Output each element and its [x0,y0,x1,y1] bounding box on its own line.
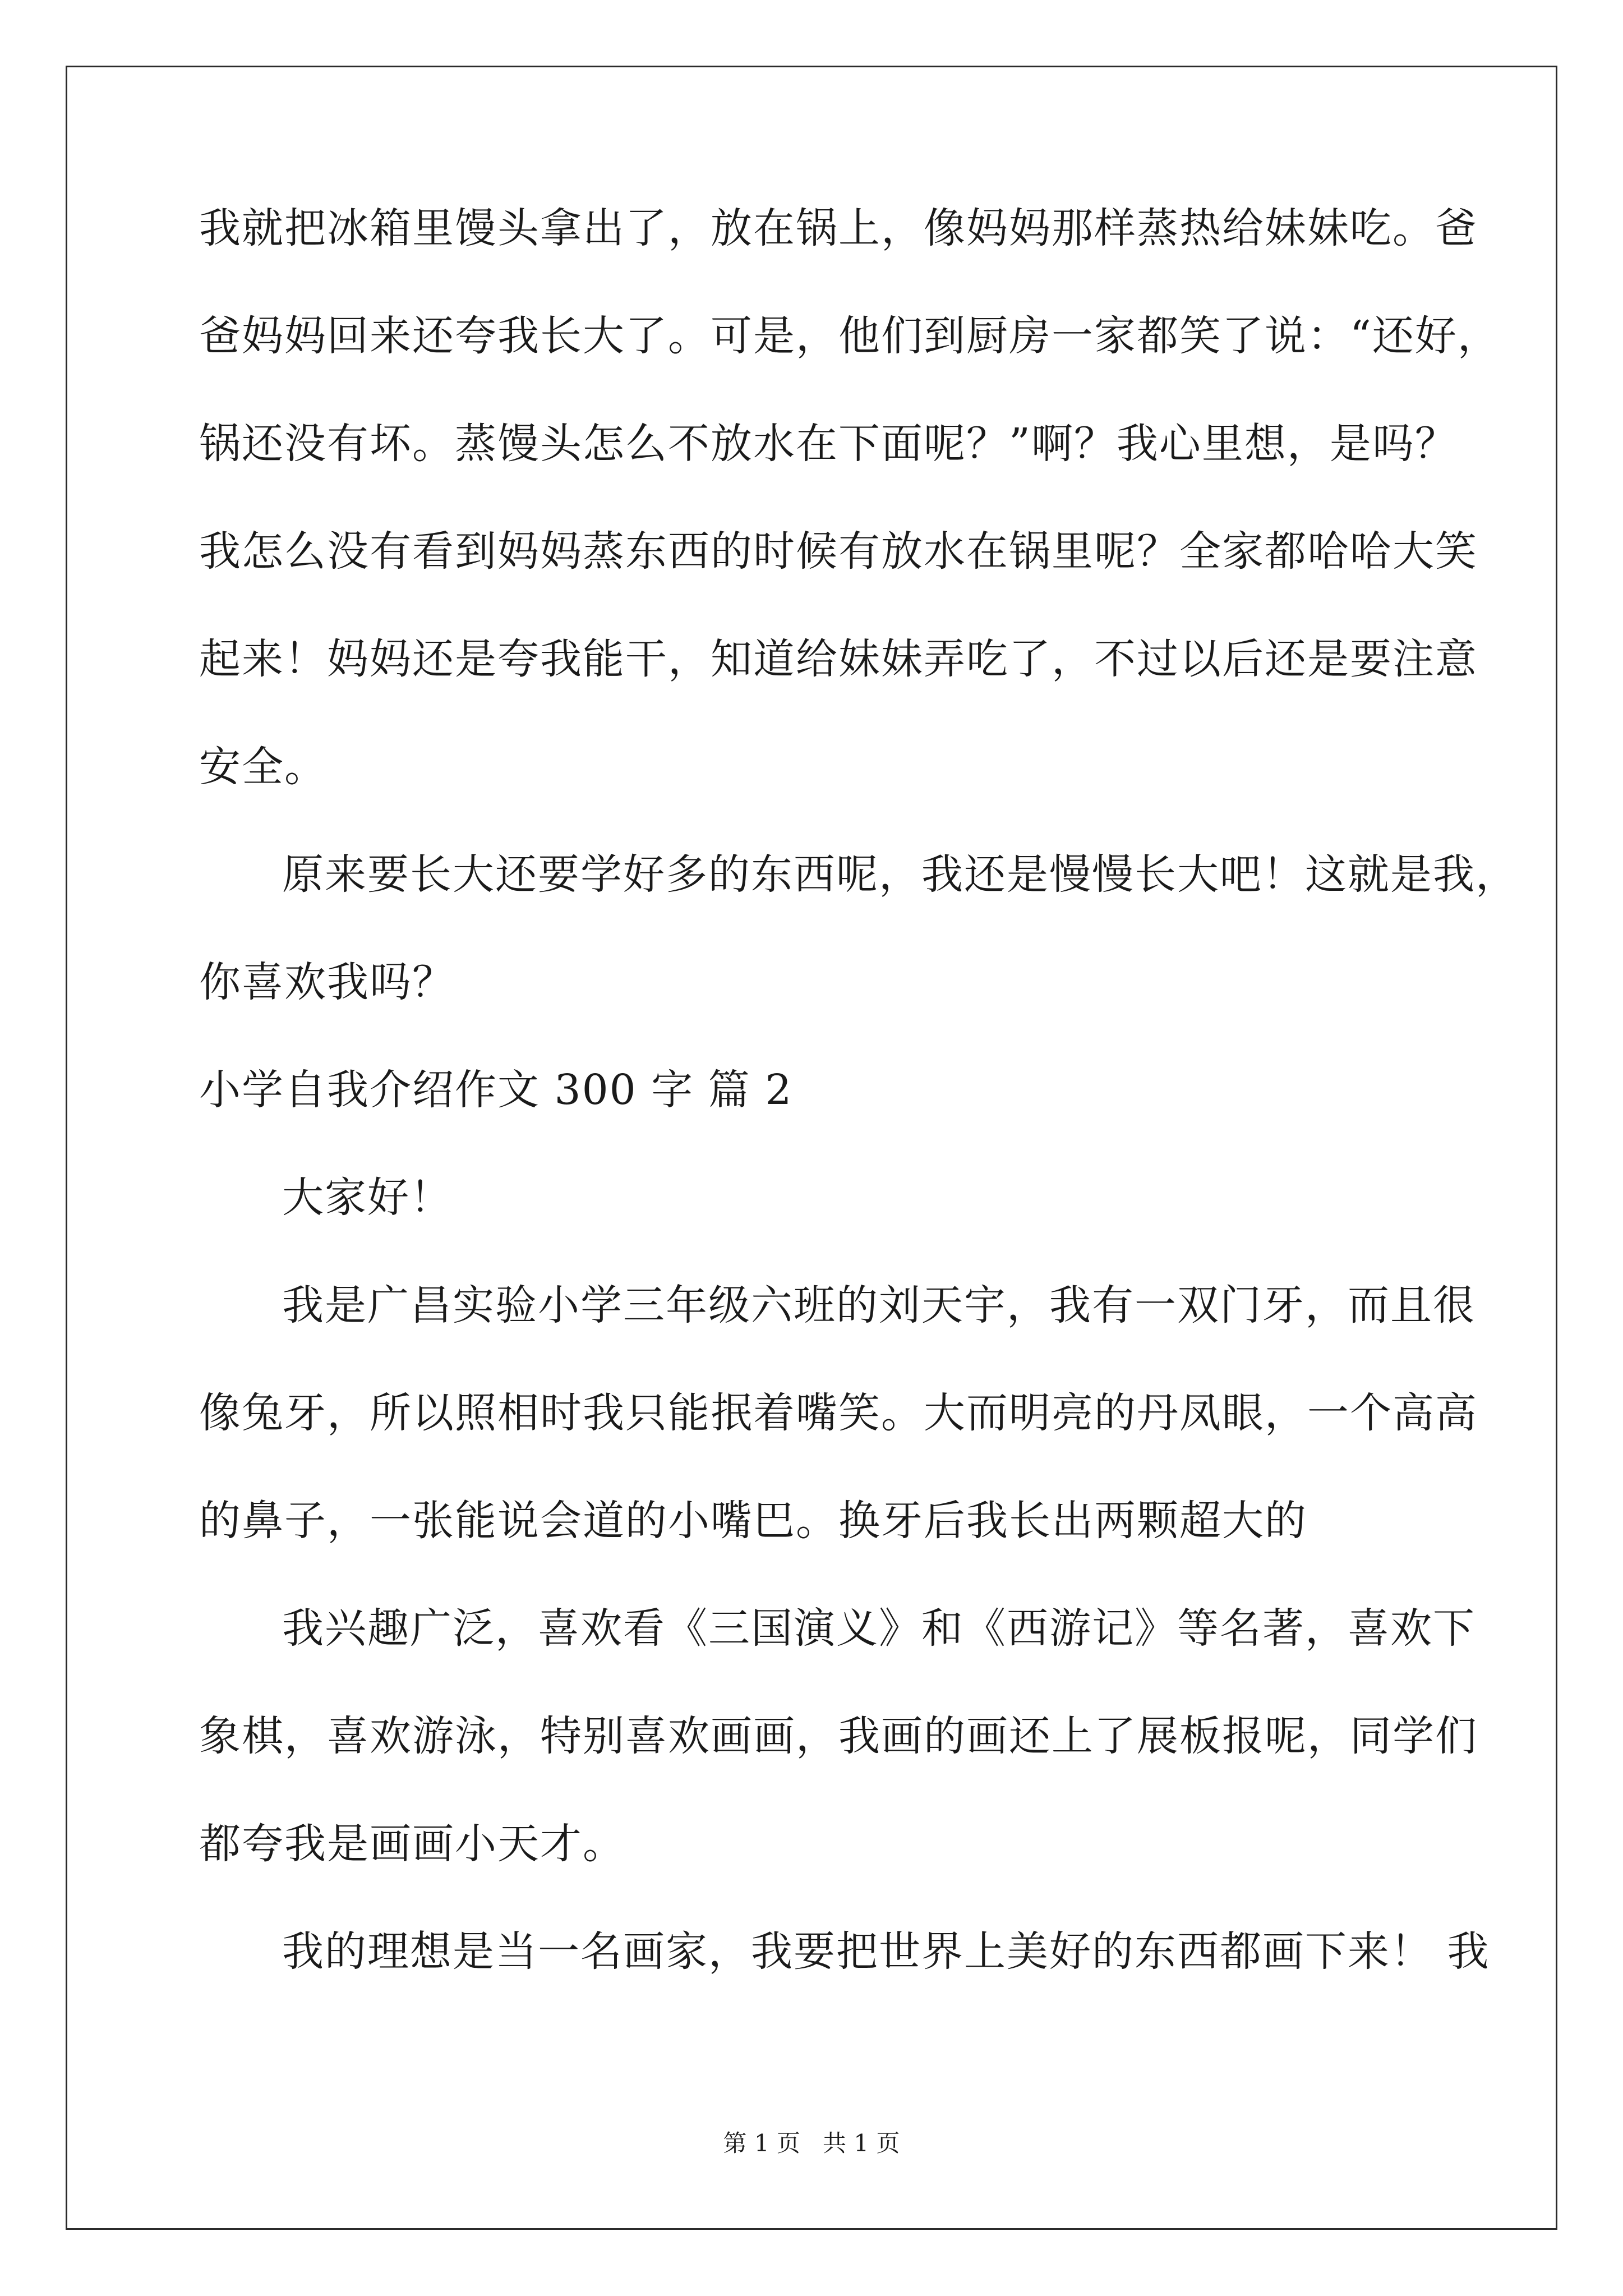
text-line: 锅还没有坏。蒸馒头怎么不放水在下面呢？”啊？我心里想，是吗？ [199,420,1458,468]
paragraph-start-line: 我兴趣广泛，喜欢看《三国演义》和《西游记》等名著，喜欢下 [282,1604,1476,1653]
text-line: 安全。 [199,743,327,791]
text-line: 你喜欢我吗？ [199,958,455,1006]
text-line: 我就把冰箱里馒头拿出了，放在锅上，像妈妈那样蒸热给妹妹吃。爸 [199,204,1478,252]
text-line: 起来！妈妈还是夸我能干，知道给妹妹弄吃了，不过以后还是要注意 [199,635,1478,683]
text-line: 象棋，喜欢游泳，特别喜欢画画，我画的画还上了展板报呢，同学们 [199,1712,1478,1760]
paragraph-start-line: 我是广昌实验小学三年级六班的刘天宇，我有一双门牙，而且很 [282,1281,1476,1329]
paragraph-start-line: 我的理想是当一名画家，我要把世界上美好的东西都画下来！ 我 [282,1927,1490,1976]
text-line: 像兔牙，所以照相时我只能抿着嘴笑。大而明亮的丹凤眼，一个高高 [199,1389,1478,1437]
text-line: 都夸我是画画小天才。 [199,1820,625,1868]
page-footer: 第 1 页 共 1 页 [723,2129,900,2157]
greeting-line: 大家好！ [282,1174,453,1222]
section-heading: 小学自我介绍作文 300 字 篇 2 [199,1066,793,1114]
text-line: 的鼻子，一张能说会道的小嘴巴。换牙后我长出两颗超大的 [199,1497,1307,1545]
text-line: 爸妈妈回来还夸我长大了。可是，他们到厨房一家都笑了说：“还好， [199,312,1500,360]
document-body [199,204,1518,2039]
text-line: 我怎么没有看到妈妈蒸东西的时候有放水在锅里呢？全家都哈哈大笑 [199,527,1478,576]
paragraph-start-line: 原来要长大还要学好多的东西呢，我还是慢慢长大吧！这就是我， [282,850,1518,899]
